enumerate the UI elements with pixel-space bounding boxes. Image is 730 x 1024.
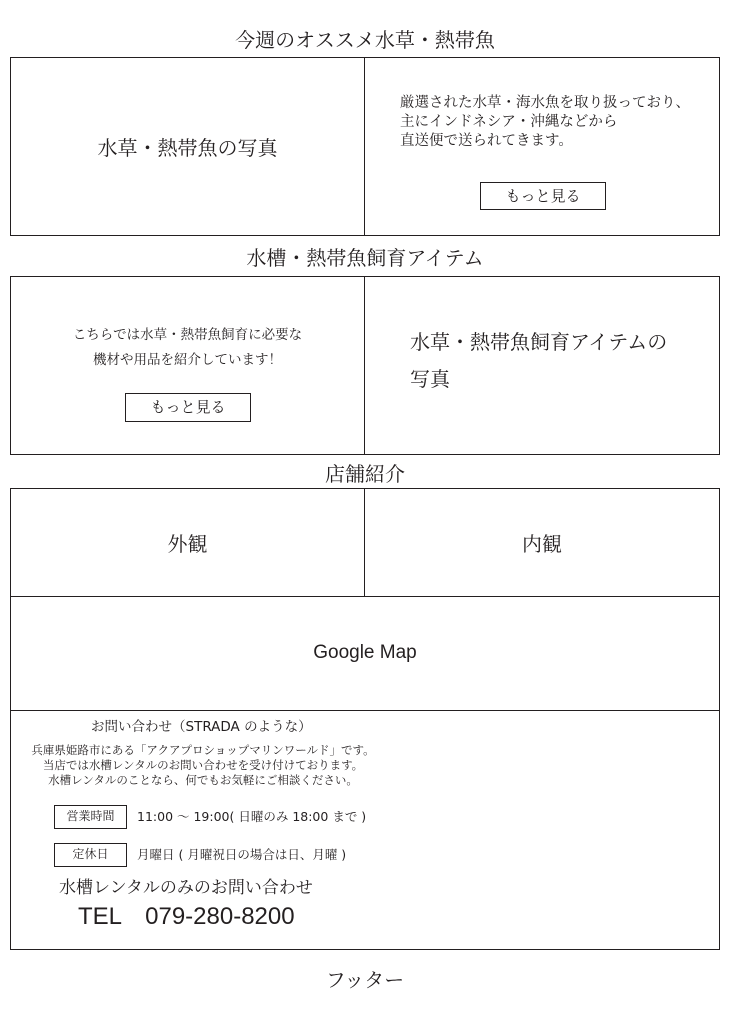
interior-photo-placeholder: 内観 (522, 532, 562, 556)
contact-intro-line: 兵庫県姫路市にある「アクアプロショップマリンワールド」です。 (31, 743, 375, 757)
contact-heading: お問い合わせ（STRADA のような） (91, 719, 312, 735)
items-more-button[interactable]: もっと見る (125, 393, 251, 422)
items-section-title: 水槽・熱帯魚飼育アイテム (246, 246, 484, 270)
footer-label: フッター (325, 968, 405, 992)
items-section-box (10, 276, 720, 455)
business-hours-value: 11:00 〜 19:00( 日曜のみ 18:00 まで ) (137, 809, 367, 824)
items-description-line: こちらでは水草・熱帯魚飼育に必要な (72, 327, 303, 343)
weekly-photo-placeholder: 水草・熱帯魚の写真 (97, 136, 278, 160)
weekly-description-line: 直送便で送られてきます。 (400, 133, 573, 149)
contact-intro (11, 743, 395, 788)
phone-number[interactable]: TEL 079-280-8200 (78, 903, 295, 930)
weekly-description-line: 厳選された水草・海水魚を取り扱っており、 (400, 95, 690, 111)
closed-days-value: 月曜日 ( 月曜祝日の場合は日、月曜 ) (137, 847, 347, 862)
rental-contact-heading: 水槽レンタルのみのお問い合わせ (59, 878, 313, 898)
closed-days-label: 定休日 (54, 843, 127, 867)
store-section-title: 店舗紹介 (325, 462, 405, 486)
items-photo-label-line: 水草・熱帯魚飼育アイテムの (410, 330, 668, 354)
weekly-section-box (10, 57, 720, 236)
contact-intro-line: 水槽レンタルのことなら、何でもお気軽にご相談ください。 (48, 773, 358, 787)
exterior-photo-placeholder: 外観 (167, 532, 208, 556)
items-description (11, 323, 364, 373)
items-divider (364, 277, 365, 454)
google-map-placeholder[interactable]: Google Map (313, 642, 417, 663)
items-description-line: 機材や用品を紹介しています！ (93, 352, 282, 368)
store-section-box (10, 488, 720, 950)
map-bottom-divider (11, 710, 719, 711)
contact-intro-line: 当店では水槽レンタルのお問い合わせを受け付けております。 (42, 758, 364, 772)
weekly-more-button[interactable]: もっと見る (480, 182, 606, 210)
weekly-section-title: 今週のオススメ水草・熱帯魚 (235, 28, 495, 52)
weekly-description (400, 94, 720, 151)
weekly-description-line: 主にインドネシア・沖縄などから (400, 114, 618, 130)
business-hours-label: 営業時間 (54, 805, 127, 829)
items-photo-placeholder (410, 324, 710, 398)
weekly-divider (364, 58, 365, 235)
items-photo-label-line: 写真 (410, 367, 450, 391)
